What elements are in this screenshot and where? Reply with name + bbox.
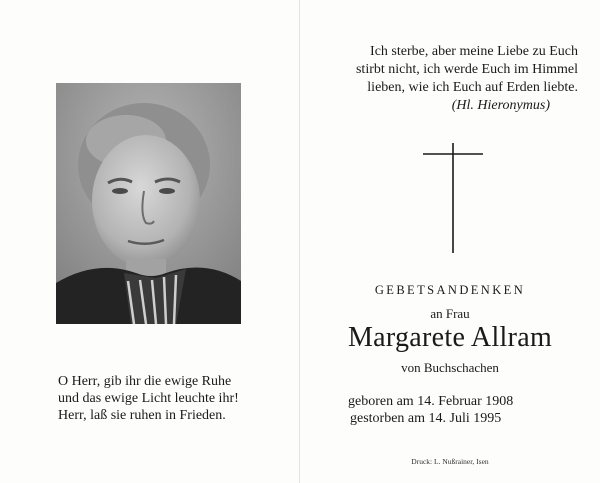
prayer-line: O Herr, gib ihr die ewige Ruhe (58, 374, 232, 389)
origin-place: von Buchschachen (401, 360, 499, 375)
life-dates (348, 393, 588, 427)
quote-line: Ich sterbe, aber meine Liebe zu Euch (370, 44, 578, 59)
portrait-photo (56, 83, 241, 324)
latin-cross-icon (423, 143, 483, 253)
card-fold-line (299, 0, 300, 483)
birth-date: geboren am 14. Februar 1908 (348, 394, 514, 409)
memorial-title: GEBETSANDENKEN (374, 283, 526, 297)
deceased-name: Margarete Allram (347, 322, 553, 353)
quote-line: stirbt nicht, ich werde Euch im Himmel (355, 62, 578, 77)
quote-attribution: (Hl. Hieronymus) (451, 98, 550, 113)
salutation: an Frau (430, 306, 470, 321)
quote-line: lieben, wie ich Euch auf Erden liebte. (367, 80, 578, 95)
prayer-line: und das ewige Licht leuchte ihr! (58, 391, 239, 406)
prayer-line: Herr, laß sie ruhen in Frieden. (58, 408, 226, 423)
printer-credit: Druck: L. Nußrainer, Isen (411, 457, 489, 466)
prayer-text (58, 373, 258, 424)
quote-block (330, 43, 578, 115)
death-date: gestorben am 14. Juli 1995 (350, 411, 502, 426)
